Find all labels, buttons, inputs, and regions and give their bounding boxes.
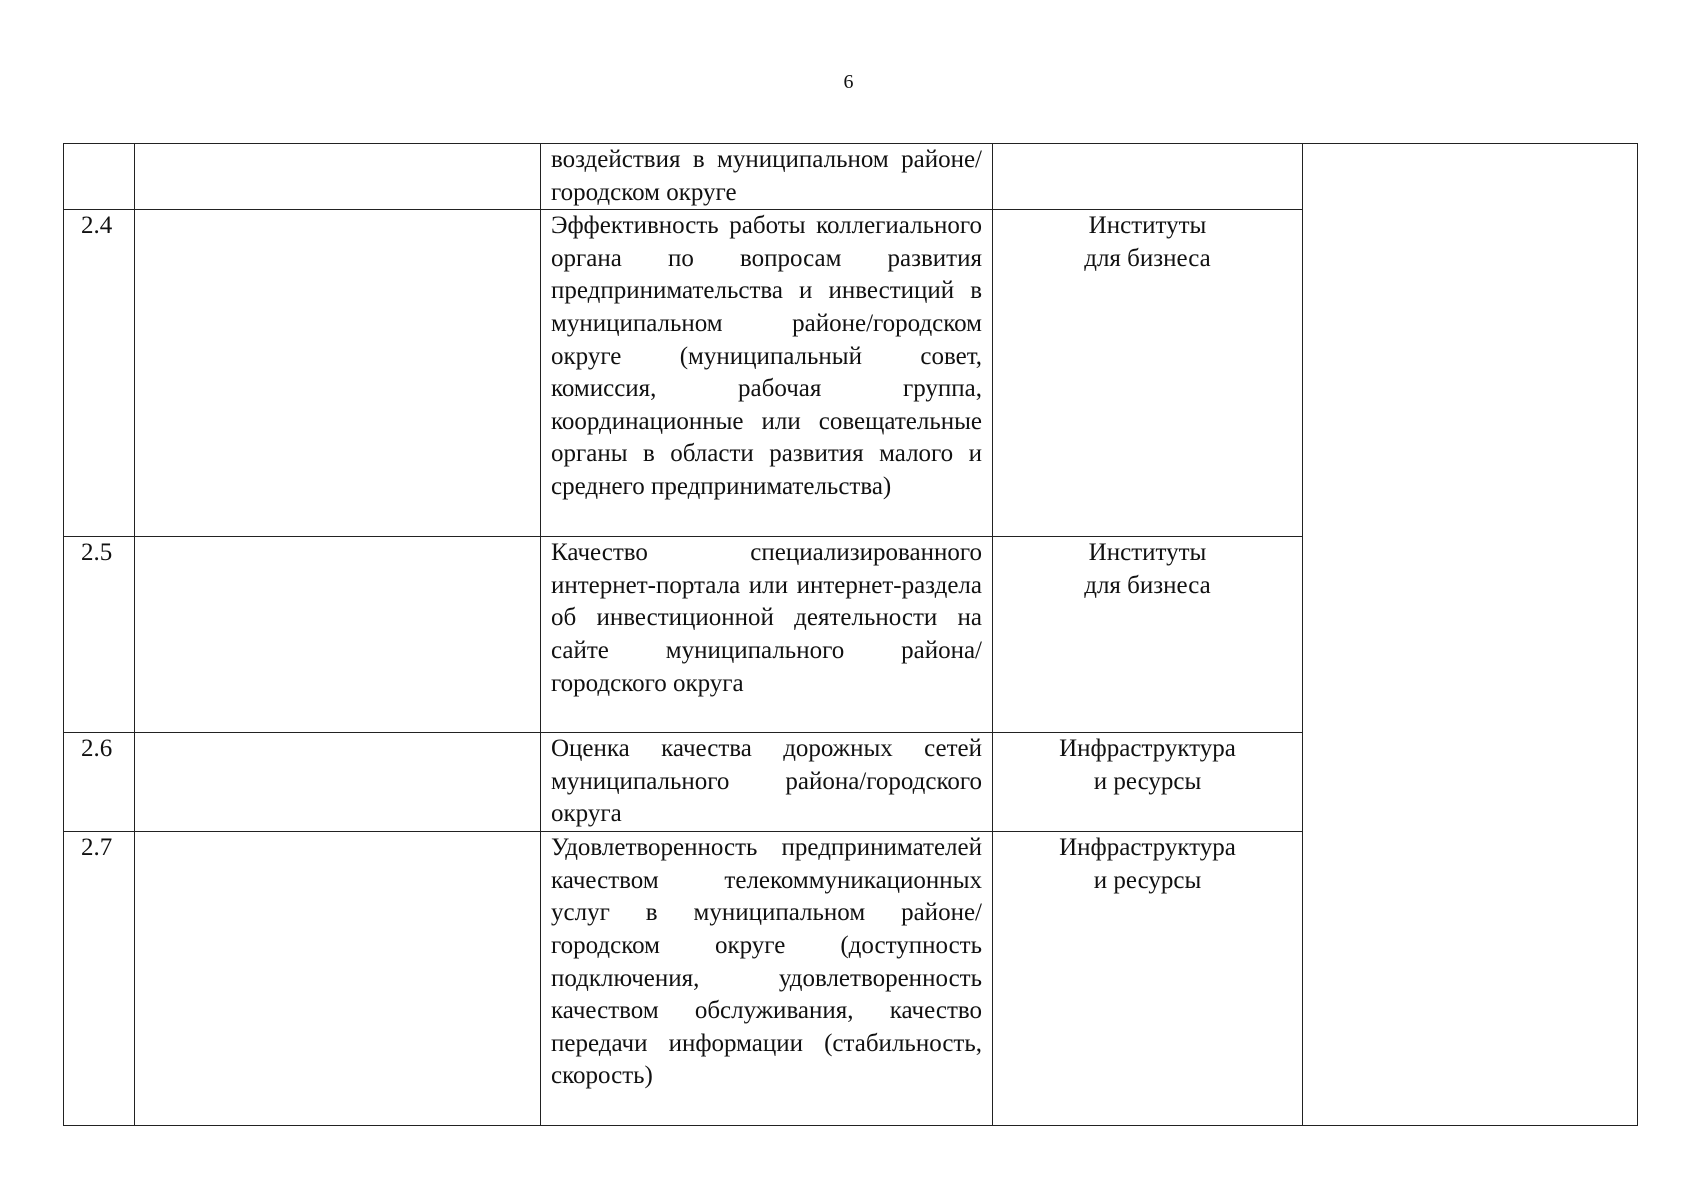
row-number-cell: 2.5 [64,537,135,733]
group-line-2: и ресурсы [1093,866,1202,894]
notes-cell [1303,144,1638,1126]
empty-cell [135,537,541,733]
group-line-1: Институты [1088,212,1207,240]
group-cell [993,733,1303,832]
criterion-cell: Качество специализированного интернет-портала или интернет-раздела об инвестиционной деятельности на сайте муниципального района/ городского округа [541,537,993,733]
group-line-2: и ресурсы [1093,767,1202,795]
group-line-2: для бизнеса [1084,244,1211,272]
group-line-1: Институты [1088,539,1207,567]
criterion-cell: Удовлетворенность предпринимателей качеством телекоммуникационных услуг в муниципальном районе/ городском округе (доступность подключения, удовлетворенность качеством обслуживания, качество передачи информации (стабильность, скорость) [541,832,993,1126]
group-line-2: для бизнеса [1084,571,1211,599]
row-number-cell: 2.4 [64,210,135,537]
empty-cell [135,210,541,537]
criterion-cell: Оценка качества дорожных сетей муниципального района/городского округа [541,733,993,832]
row-number-cell [64,144,135,210]
group-line-1: Инфраструктура [1059,735,1236,763]
table-row [64,144,1638,210]
page-number: 6 [843,71,854,93]
row-number-cell: 2.7 [64,832,135,1126]
group-cell [993,210,1303,537]
row-number-cell: 2.6 [64,733,135,832]
empty-cell [135,144,541,210]
group-cell [993,144,1303,210]
empty-cell [135,832,541,1126]
group-cell [993,537,1303,733]
criteria-table [63,143,1638,1126]
empty-cell [135,733,541,832]
criterion-cell: воздействия в муниципальном районе/ городском округе [541,144,993,210]
criterion-cell: Эффективность работы коллегиального органа по вопросам развития предпринимательства и инвестиций в муниципальном районе/городском округе (муниципальный совет, комиссия, рабочая группа, координационные или совещательные органы в области развития малого и среднего предпринимательства) [541,210,993,537]
group-cell [993,832,1303,1126]
group-line-1: Инфраструктура [1059,834,1236,862]
